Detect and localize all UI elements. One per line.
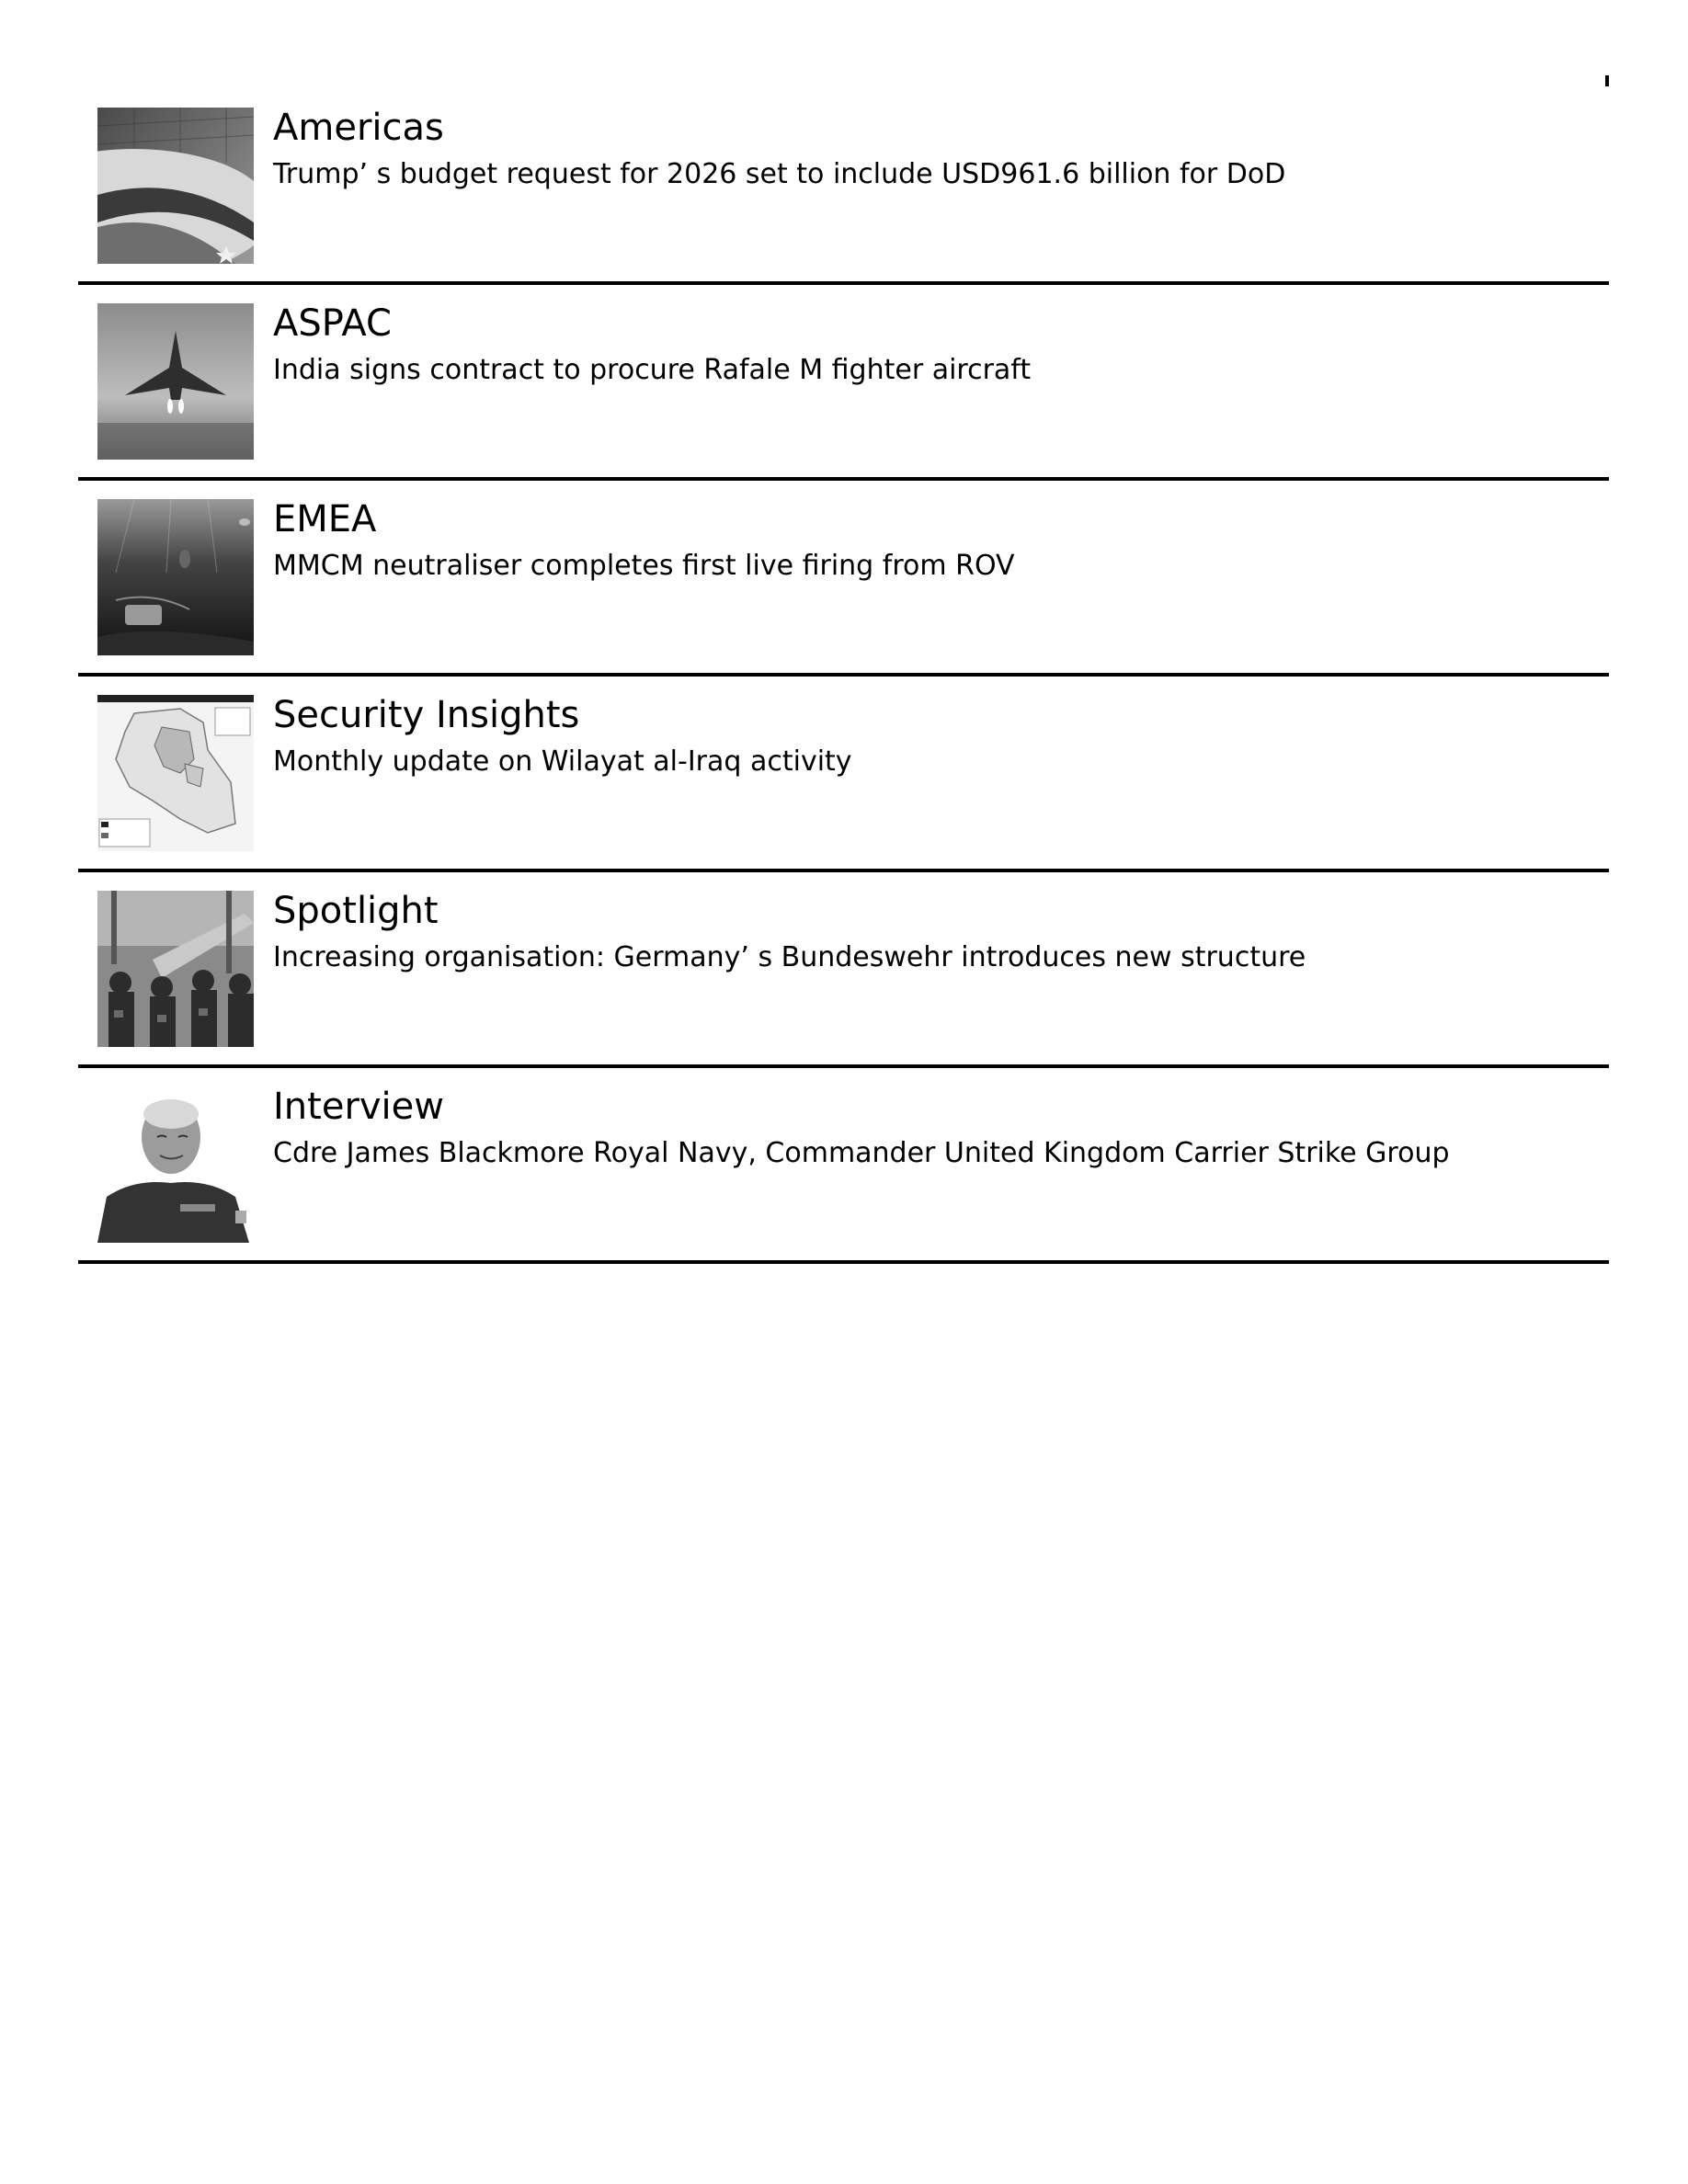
list-item-aspac[interactable] [78, 285, 1609, 481]
item-text [273, 301, 1600, 388]
corner-mark [1605, 75, 1609, 86]
item-text [273, 693, 1600, 779]
section-title[interactable]: EMEA [273, 498, 377, 540]
missile-hangar-photo[interactable] [97, 108, 254, 264]
soldiers-photo[interactable] [97, 891, 254, 1047]
iraq-map-graphic[interactable] [97, 695, 254, 851]
list-item-interview[interactable] [78, 1068, 1609, 1264]
list-item-spotlight[interactable] [78, 872, 1609, 1068]
list-item-security-insights[interactable] [78, 677, 1609, 872]
list-item-emea[interactable] [78, 481, 1609, 677]
headline-link[interactable]: India signs contract to procure Rafale M fighter aircraft [273, 354, 1032, 386]
headline-link[interactable]: Monthly update on Wilayat al-Iraq activity [273, 745, 852, 778]
item-text [273, 889, 1600, 975]
fighter-jet-photo[interactable] [97, 303, 254, 460]
section-title[interactable]: ASPAC [273, 302, 392, 345]
section-title[interactable]: Spotlight [273, 890, 439, 932]
section-title[interactable]: Interview [273, 1086, 444, 1128]
item-text [273, 497, 1600, 584]
underwater-rov-photo[interactable] [97, 499, 254, 655]
section-title[interactable]: Security Insights [273, 694, 580, 736]
officer-portrait-photo[interactable] [97, 1086, 254, 1243]
item-text [273, 106, 1600, 192]
list-item-americas[interactable] [78, 89, 1609, 285]
headline-link[interactable]: Trump’ s budget request for 2026 set to include USD961.6 billion for DoD [273, 158, 1286, 190]
headline-link[interactable]: MMCM neutraliser completes first live firing from ROV [273, 550, 1015, 582]
item-text [273, 1085, 1600, 1171]
section-title[interactable]: Americas [273, 107, 444, 149]
article-list [78, 89, 1609, 1264]
headline-link[interactable]: Increasing organisation: Germany’ s Bundeswehr introduces new structure [273, 941, 1306, 973]
headline-link[interactable]: Cdre James Blackmore Royal Navy, Commander United Kingdom Carrier Strike Group [273, 1137, 1450, 1169]
